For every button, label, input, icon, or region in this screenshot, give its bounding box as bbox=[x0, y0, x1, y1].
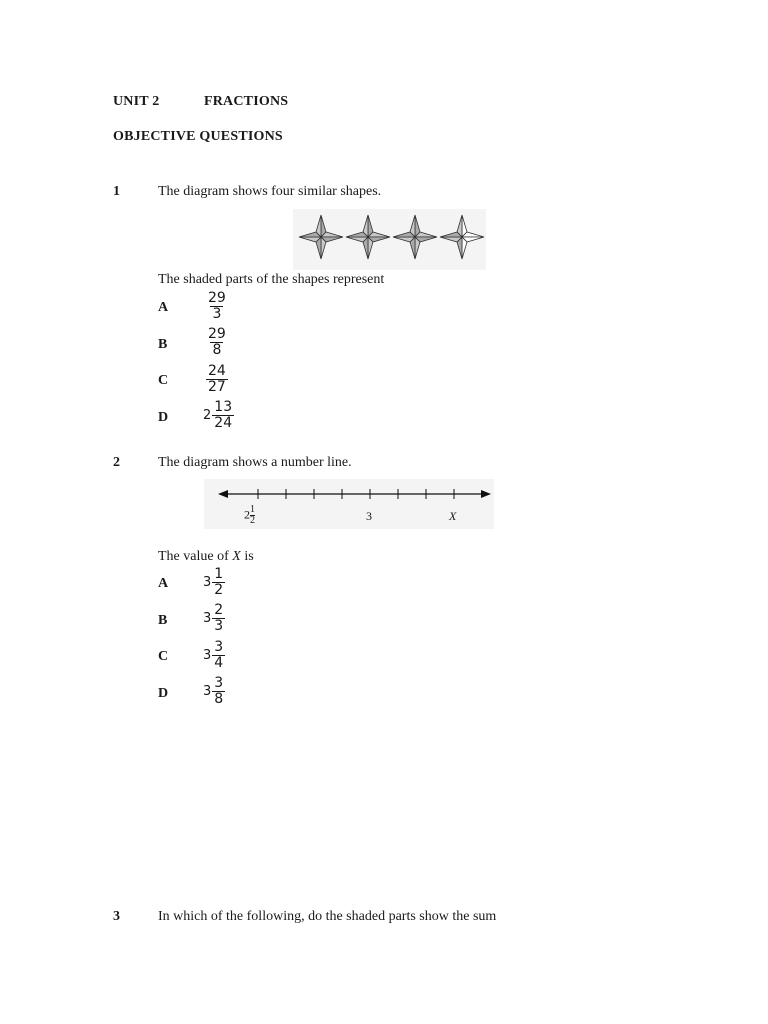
numerator: 3 bbox=[214, 639, 224, 655]
unit-number: UNIT 2 bbox=[113, 94, 160, 109]
denominator: 2 bbox=[250, 515, 255, 526]
question-2-number: 2 bbox=[113, 455, 120, 470]
q1-option-a[interactable] bbox=[206, 291, 228, 322]
star-2 bbox=[346, 215, 390, 259]
number-line-start-label bbox=[244, 505, 255, 526]
star-1 bbox=[299, 215, 343, 259]
question-2-prompt bbox=[158, 549, 254, 565]
numerator: 29 bbox=[208, 326, 226, 342]
q1-option-c-label: C bbox=[158, 373, 169, 388]
fraction bbox=[250, 505, 255, 526]
prompt-variable: X bbox=[232, 549, 241, 564]
star-3 bbox=[393, 215, 437, 259]
fraction bbox=[212, 640, 225, 671]
denominator: 4 bbox=[214, 655, 224, 671]
number-line-x-label: X bbox=[449, 509, 457, 523]
denominator: 24 bbox=[214, 415, 233, 431]
section-title: OBJECTIVE QUESTIONS bbox=[113, 129, 283, 144]
whole-part: 2 bbox=[203, 408, 212, 423]
prompt-text: is bbox=[240, 549, 254, 564]
whole-part: 2 bbox=[244, 507, 250, 522]
denominator: 2 bbox=[214, 582, 224, 598]
denominator: 27 bbox=[208, 379, 226, 395]
prompt-text: The value of bbox=[158, 549, 233, 564]
unit-title: FRACTIONS bbox=[204, 94, 289, 109]
numerator: 3 bbox=[214, 675, 224, 691]
whole-part: 3 bbox=[203, 684, 212, 699]
numerator: 29 bbox=[208, 290, 226, 306]
fraction bbox=[212, 603, 225, 634]
q2-option-b[interactable] bbox=[203, 603, 225, 634]
question-3-text: In which of the following, do the shaded parts show the sum bbox=[158, 909, 497, 924]
left-arrow-icon bbox=[218, 490, 228, 498]
whole-part: 3 bbox=[203, 611, 212, 626]
q1-option-a-label: A bbox=[158, 300, 169, 315]
q1-option-b[interactable] bbox=[206, 327, 228, 358]
question-3-number: 3 bbox=[113, 909, 120, 924]
fraction bbox=[206, 364, 228, 395]
numerator: 1 bbox=[214, 566, 224, 582]
numerator: 24 bbox=[208, 363, 226, 379]
q2-option-c[interactable] bbox=[203, 640, 225, 671]
question-1-text: The diagram shows four similar shapes. bbox=[158, 184, 382, 199]
q1-option-d-label: D bbox=[158, 410, 169, 425]
fraction bbox=[212, 567, 225, 598]
number-line-diagram bbox=[204, 479, 494, 529]
whole-part: 3 bbox=[203, 575, 212, 590]
q2-option-a-label: A bbox=[158, 576, 169, 591]
q2-option-d[interactable] bbox=[203, 676, 225, 707]
denominator: 3 bbox=[212, 306, 222, 322]
q2-option-a[interactable] bbox=[203, 567, 225, 598]
numerator: 2 bbox=[214, 602, 224, 618]
denominator: 8 bbox=[214, 691, 224, 707]
q2-option-b-label: B bbox=[158, 613, 168, 628]
question-1-number: 1 bbox=[113, 184, 120, 199]
right-arrow-icon bbox=[481, 490, 491, 498]
fraction bbox=[212, 400, 234, 431]
four-stars-diagram bbox=[293, 209, 486, 270]
numerator: 13 bbox=[214, 399, 233, 415]
fraction bbox=[206, 291, 228, 322]
stars-svg bbox=[293, 209, 486, 270]
q2-option-c-label: C bbox=[158, 649, 169, 664]
denominator: 8 bbox=[212, 342, 222, 358]
fraction bbox=[206, 327, 228, 358]
number-line-mid-label: 3 bbox=[366, 509, 372, 523]
star-4-partial bbox=[440, 215, 484, 259]
numerator: 1 bbox=[250, 504, 255, 515]
q1-option-d[interactable] bbox=[203, 400, 234, 431]
q1-option-b-label: B bbox=[158, 337, 168, 352]
denominator: 3 bbox=[214, 618, 224, 634]
question-2-text: The diagram shows a number line. bbox=[158, 455, 352, 470]
fraction bbox=[212, 676, 225, 707]
q1-option-c[interactable] bbox=[206, 364, 228, 395]
whole-part: 3 bbox=[203, 648, 212, 663]
question-1-prompt: The shaded parts of the shapes represent bbox=[158, 272, 385, 287]
q2-option-d-label: D bbox=[158, 686, 169, 701]
